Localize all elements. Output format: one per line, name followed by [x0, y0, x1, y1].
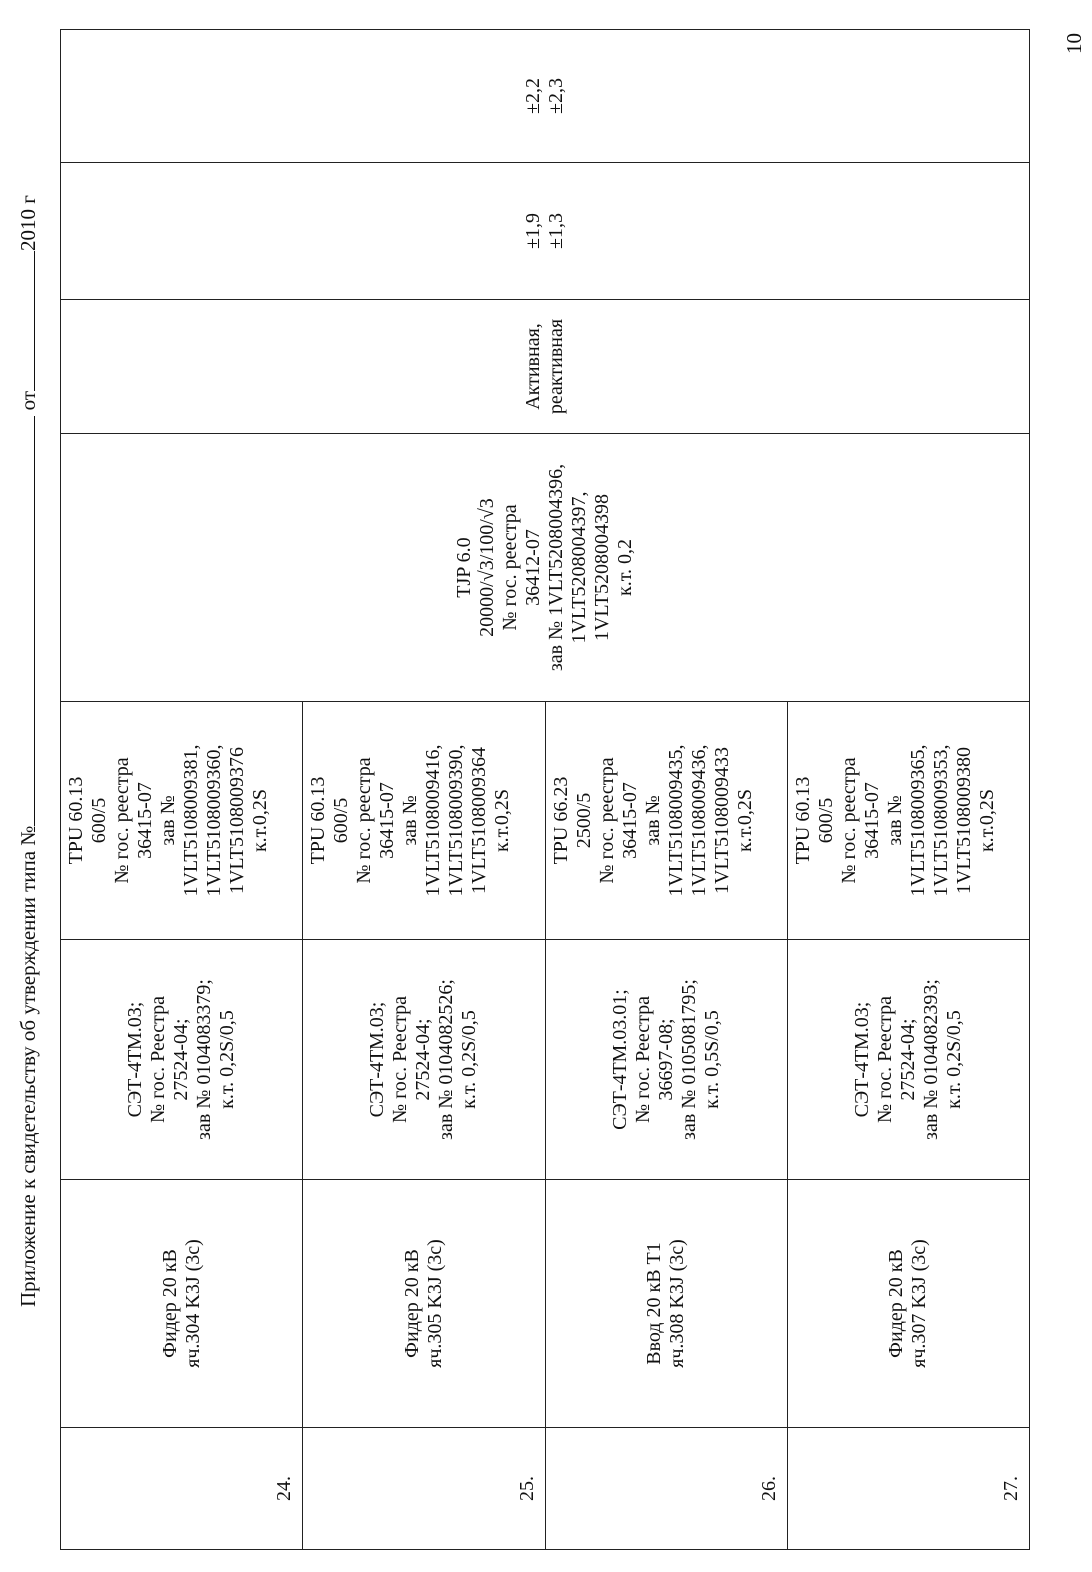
row-number: 24.	[61, 1428, 303, 1550]
meter-cell: СЭТ-4ТМ.03; № гос. Реестра 27524-04; зав № 0104082526; к.т. 0,2S/0,5	[303, 940, 545, 1180]
meter-cell: СЭТ-4ТМ.03; № гос. Реестра 27524-04; зав № 0104083379; к.т. 0,2S/0,5	[61, 940, 303, 1180]
voltage-transformer-cell: TJP 6.0 20000/√3/100/√3 № гос. реестра 36412-07 зав № 1VLT5208004396, 1VLT5208004397, 1VLT5208004398 к.т. 0,2	[61, 434, 1030, 702]
meter-cell: СЭТ-4ТМ.03; № гос. Реестра 27524-04; зав № 0104082393; к.т. 0,2S/0,5	[787, 940, 1029, 1180]
energy-type-cell: Активная, реактивная	[61, 300, 1030, 434]
header-from: от	[16, 390, 40, 411]
channel-name: Ввод 20 кВ Т1 яч.308 K3J (3с)	[545, 1180, 787, 1428]
error-main-cell: ±1,9 ±1,3	[61, 163, 1030, 300]
date-blank	[12, 251, 35, 391]
channel-name: Фидер 20 кВ яч.307 K3J (3с)	[787, 1180, 1029, 1428]
current-transformer-cell: TPU 60.13 600/5 № гос. реестра 36415-07 зав № 1VLT5108009381, 1VLT5108009360, 1VLT5108009376 к.т.0,2S	[61, 702, 303, 940]
header	[12, 57, 46, 1307]
measurement-channels-table	[60, 29, 1030, 1550]
current-transformer-cell: TPU 66.23 2500/5 № гос. реестра 36415-07 зав № 1VLT5108009435, 1VLT5108009436, 1VLT5108009433 к.т.0,2S	[545, 702, 787, 940]
meter-cell: СЭТ-4ТМ.03.01; № гос. Реестра 36697-08; зав № 0105081795; к.т. 0,5S/0,5	[545, 940, 787, 1180]
row-number: 27.	[787, 1428, 1029, 1550]
channel-name: Фидер 20 кВ яч.305 K3J (3с)	[303, 1180, 545, 1428]
current-transformer-cell: TPU 60.13 600/5 № гос. реестра 36415-07 зав № 1VLT5108009365, 1VLT5108009353, 1VLT5108009380 к.т.0,2S	[787, 702, 1029, 940]
channel-name: Фидер 20 кВ яч.304 K3J (3с)	[61, 1180, 303, 1428]
page-number: 10	[1062, 33, 1086, 54]
header-title: Приложение к свидетельству об утверждении типа №	[16, 825, 40, 1307]
error-working-cell: ±2,2 ±2,3	[61, 30, 1030, 163]
table-row	[61, 30, 303, 1550]
row-number: 25.	[303, 1428, 545, 1550]
header-year: 2010 г	[16, 195, 40, 251]
row-number: 26.	[545, 1428, 787, 1550]
current-transformer-cell: TPU 60.13 600/5 № гос. реестра 36415-07 зав № 1VLT5108009416, 1VLT5108009390, 1VLT5108009364 к.т.0,2S	[303, 702, 545, 940]
approval-number-blank	[12, 416, 35, 826]
